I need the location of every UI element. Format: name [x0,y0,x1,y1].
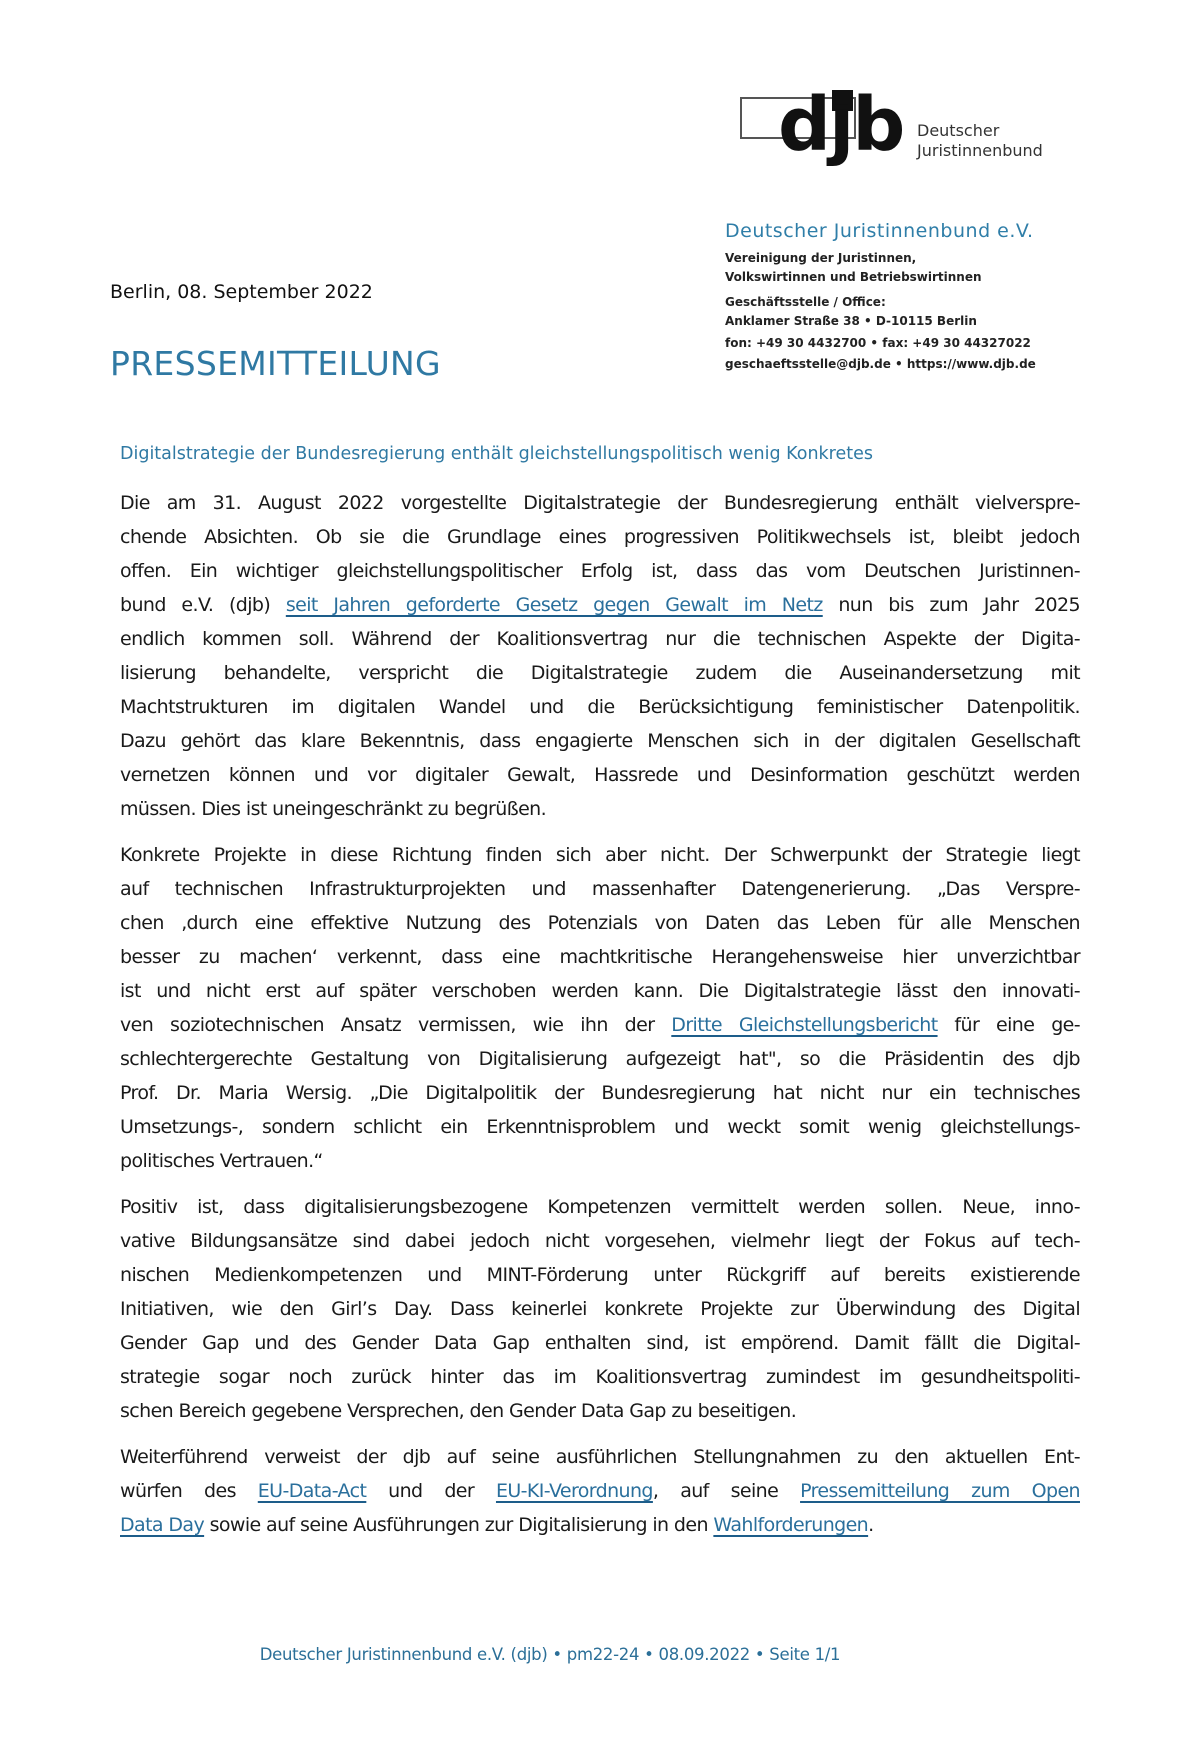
text-line [120,1508,1080,1542]
text-line: besser zu machen‘ verkennt, dass eine machtkritische Herangehensweise hier unverzichtbar [120,946,1080,968]
office-label: Geschäftsstelle / Office: [725,295,886,309]
text-line: nischen Medienkompetenzen und MINT-Förderung unter Rückgriff auf bereits existierende [120,1264,1080,1286]
text-line: Die am 31. August 2022 vorgestellte Digitalstrategie der Bundesregierung enthält vielverspre- [120,492,1080,514]
release-date: Berlin, 08. September 2022 [110,281,373,303]
text-line: offen. Ein wichtiger gleichstellungspolitischer Erfolg ist, dass das vom Deutschen Juristinnen- [120,560,1080,582]
text-segment: sowie auf seine Ausführungen zur Digitalisierung in den [204,1514,714,1536]
text-segment: . [868,1514,874,1536]
link-eu-ki-verordnung[interactable]: EU-KI-Verordnung [495,1480,653,1502]
text-segment: , auf seine [652,1480,801,1502]
text-line: schen Bereich gegebene Versprechen, den Gender Data Gap zu beseitigen. [120,1400,797,1422]
office-phone-fax: fon: +49 30 4432700 • fax: +49 30 44327022 [725,336,1031,350]
logo-wordmark [917,121,1043,161]
text-segment: und der [366,1480,496,1502]
text-segment: bund e.V. (djb) [120,594,286,616]
text-line: vative Bildungsansätze sind dabei jedoch nicht vorgesehen, vielmehr liegt der Fokus auf tech- [120,1230,1080,1252]
text-line: politisches Vertrauen.“ [120,1150,323,1172]
text-line: lisierung behandelte, verspricht die Digitalstrategie zudem die Auseinandersetzung mit [120,662,1080,684]
text-line: schlechtergerechte Gestaltung von Digitalisierung aufgezeigt hat", so die Präsidentin des djb [120,1048,1080,1070]
org-subtitle-line1: Vereinigung der Juristinnen, [725,251,917,265]
text-line: vernetzen können und vor digitaler Gewalt, Hassrede und Desinformation geschützt werden [120,764,1080,786]
text-line: auf technischen Infrastrukturprojekten und massenhafter Datengenerierung. „Das Verspre- [120,878,1080,900]
logo-name-line1: Deutscher [917,121,1000,140]
text-line: ist und nicht erst auf später verschoben werden kann. Die Digitalstrategie lässt den innovati- [120,980,1080,1002]
office-address: Anklamer Straße 38 • D-10115 Berlin [725,314,977,328]
text-line: Positiv ist, dass digitalisierungsbezogene Kompetenzen vermittelt werden sollen. Neue, inno- [120,1196,1080,1218]
text-line [120,588,1080,622]
org-title: Deutscher Juristinnenbund e.V. [725,220,1034,242]
text-line: Weiterführend verweist der djb auf seine ausführlichen Stellungnahmen zu den aktuellen Ent- [120,1446,1080,1468]
link-eu-data-act[interactable]: EU-Data-Act [257,1480,367,1502]
text-line: Prof. Dr. Maria Wersig. „Die Digitalpolitik der Bundesregierung hat nicht nur ein technisches [120,1082,1080,1104]
text-segment: für eine ge- [937,1014,1081,1036]
text-line: endlich kommen soll. Während der Koalitionsvertrag nur die technischen Aspekte der Digita- [120,628,1080,650]
text-segment: würfen des [120,1480,258,1502]
article-headline: Digitalstrategie der Bundesregierung enthält gleichstellungspolitisch wenig Konkretes [120,444,873,464]
text-line: chen ‚durch eine effektive Nutzung des Potenzials von Daten das Leben für alle Menschen [120,912,1080,934]
text-line: Gender Gap und des Gender Data Gap enthalten sind, ist empörend. Damit fällt die Digital- [120,1332,1080,1354]
text-line [120,1008,1080,1042]
link-pressemitteilung-open-data-day-cont[interactable]: Data Day [120,1514,205,1536]
link-wahlforderungen[interactable]: Wahlforderungen [713,1514,869,1536]
text-line: Initiativen, wie den Girl’s Day. Dass keinerlei konkrete Projekte zur Überwindung des Digital [120,1298,1080,1320]
text-line: müssen. Dies ist uneingeschränkt zu begrüßen. [120,798,547,820]
text-line: chende Absichten. Ob sie die Grundlage eines progressiven Politikwechsels ist, bleibt jedoch [120,526,1080,548]
text-segment: ven soziotechnischen Ansatz vermissen, wie ihn der [120,1014,672,1036]
text-line: Umsetzungs-, sondern schlicht ein Erkenntnisproblem und weckt somit wenig gleichstellungs- [120,1116,1080,1138]
page-title: PRESSEMITTEILUNG [110,344,441,383]
text-line [120,1474,1080,1508]
org-subtitle-line2: Volkswirtinnen und Betriebswirtinnen [725,270,982,284]
text-line: Machtstrukturen im digitalen Wandel und die Berücksichtigung feministischer Datenpolitik. [120,696,1080,718]
text-segment: nun bis zum Jahr 2025 [822,594,1080,616]
page-footer: Deutscher Juristinnenbund e.V. (djb) • pm22-24 • 08.09.2022 • Seite 1/1 [259,1645,841,1664]
link-pressemitteilung-open-data-day[interactable]: Pressemitteilung zum Open [800,1480,1080,1502]
text-line: Dazu gehört das klare Bekenntnis, dass engagierte Menschen sich in der digitalen Gesellschaft [120,730,1080,752]
link-dritter-gleichstellungsbericht[interactable]: Dritte Gleichstellungsbericht [671,1014,938,1036]
text-line: Konkrete Projekte in diese Richtung finden sich aber nicht. Der Schwerpunkt der Strategie liegt [120,844,1080,866]
logo-mark: djb [778,82,904,168]
link-gesetz-gewalt-im-netz[interactable]: seit Jahren geforderte Gesetz gegen Gewalt im Netz [285,594,823,616]
logo-name-line2: Juristinnenbund [917,141,1043,160]
office-email-web: geschaeftsstelle@djb.de • https://www.djb.de [725,357,1036,371]
text-line: strategie sogar noch zurück hinter das im Koalitionsvertrag zumindest im gesundheitspoliti- [120,1366,1080,1388]
